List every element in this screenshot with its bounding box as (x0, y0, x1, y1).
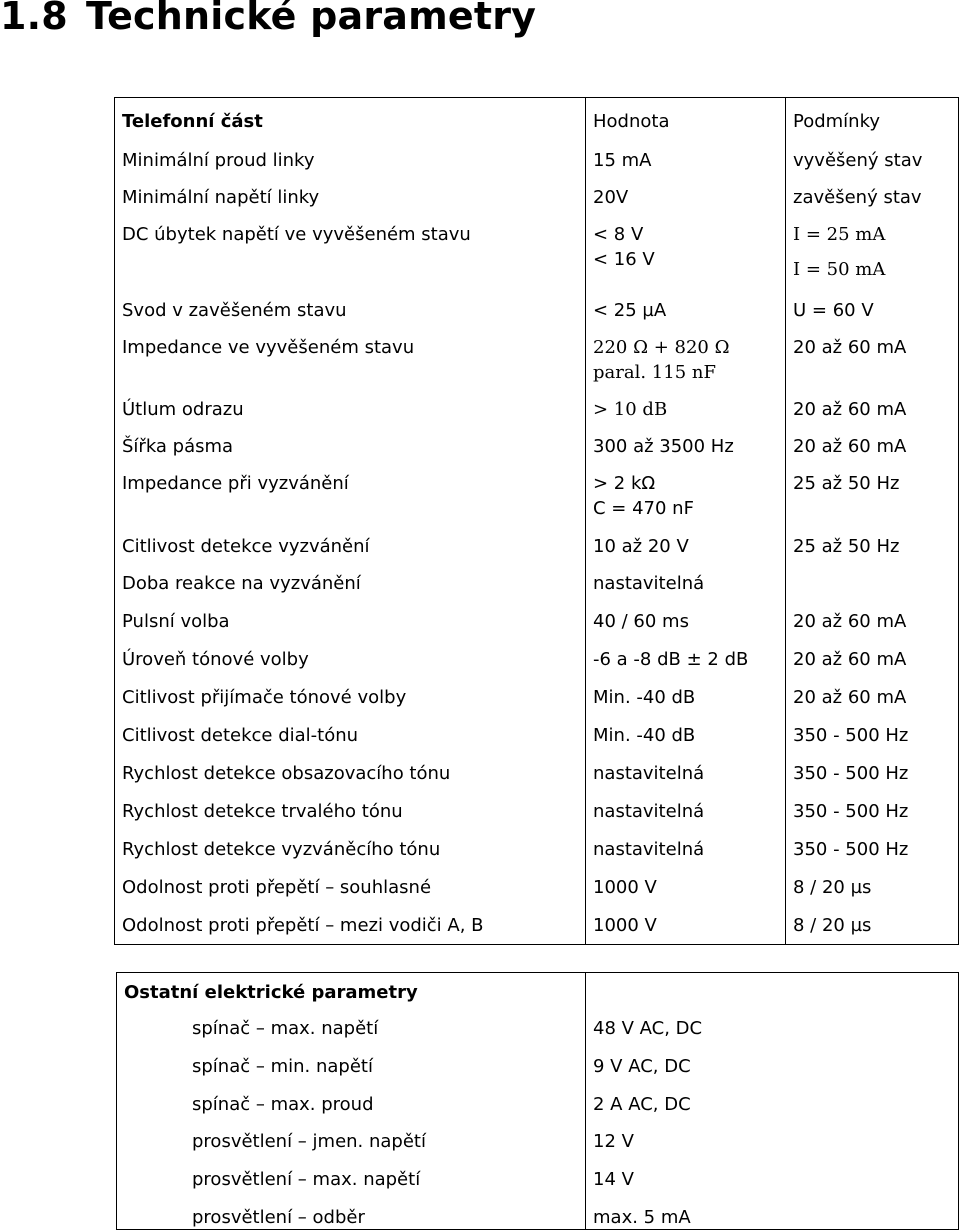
row-name: Odolnost proti přepětí – souhlasné (122, 877, 432, 898)
electrical-row-name: prosvětlení – odběr (192, 1207, 365, 1228)
table-border-bottom (116, 1229, 959, 1230)
row-name: Svod v zavěšeném stavu (122, 300, 347, 321)
row-condition: I = 50 mA (793, 259, 886, 280)
row-value: nastavitelná (593, 801, 705, 822)
row-condition: 350 - 500 Hz (793, 801, 909, 822)
row-value: 1000 V (593, 877, 657, 898)
row-condition: 20 až 60 mA (793, 337, 907, 358)
row-value: Min. -40 dB (593, 687, 696, 708)
electrical-row-name: spínač – max. proud (192, 1093, 374, 1115)
electrical-row-name: spínač – min. napětí (192, 1055, 373, 1077)
row-value: < 16 V (593, 249, 655, 270)
table-border-vertical (958, 972, 959, 1229)
row-name: DC úbytek napětí ve vyvěšeném stavu (122, 224, 471, 245)
electrical-row-value: max. 5 mA (593, 1207, 691, 1228)
row-condition: 350 - 500 Hz (793, 725, 909, 746)
row-value: 15 mA (593, 150, 652, 171)
row-name: Minimální napětí linky (122, 187, 320, 208)
header-conditions: Podmínky (793, 111, 881, 132)
row-value: paral. 115 nF (593, 362, 716, 383)
row-value: nastavitelná (593, 573, 705, 594)
row-value: < 25 µA (593, 300, 667, 321)
row-name: Citlivost detekce vyzvánění (122, 536, 370, 557)
row-value: 40 / 60 ms (593, 611, 689, 632)
row-value: < 8 V (593, 224, 644, 245)
row-value: 10 až 20 V (593, 536, 689, 557)
row-name: Doba reakce na vyzvánění (122, 573, 361, 594)
row-name: Rychlost detekce obsazovacího tónu (122, 763, 451, 784)
row-condition: zavěšený stav (793, 187, 922, 208)
electrical-row-name: prosvětlení – max. napětí (192, 1169, 421, 1191)
row-value: nastavitelná (593, 839, 705, 860)
section-title: Technické parametry (86, 0, 537, 38)
row-name: Šířka pásma (122, 436, 234, 457)
row-value: > 2 kΩ (593, 473, 656, 494)
row-condition: 8 / 20 µs (793, 915, 872, 936)
electrical-row-value: 9 V AC, DC (593, 1055, 691, 1077)
row-condition: 350 - 500 Hz (793, 763, 909, 784)
section-number: 1.8 (0, 0, 68, 38)
row-value: -6 a -8 dB ± 2 dB (593, 649, 749, 670)
row-condition: I = 25 mA (793, 224, 886, 245)
row-name: Pulsní volba (122, 611, 230, 632)
row-condition: 350 - 500 Hz (793, 839, 909, 860)
electrical-header: Ostatní elektrické parametry (124, 982, 418, 1003)
row-name: Úroveň tónové volby (122, 649, 309, 670)
electrical-row-value: 48 V AC, DC (593, 1018, 703, 1039)
row-name: Citlivost přijímače tónové volby (122, 687, 407, 708)
row-name: Rychlost detekce trvalého tónu (122, 801, 403, 822)
row-condition: 20 až 60 mA (793, 649, 907, 670)
row-condition: 25 až 50 Hz (793, 536, 900, 557)
row-condition: 20 až 60 mA (793, 436, 907, 457)
row-condition: 25 až 50 Hz (793, 473, 900, 494)
electrical-row-value: 2 A AC, DC (593, 1093, 691, 1115)
table-border-vertical (116, 972, 117, 1229)
table-border-top (116, 972, 959, 973)
row-value: nastavitelná (593, 763, 705, 784)
row-value: Min. -40 dB (593, 725, 696, 746)
row-condition: 20 až 60 mA (793, 399, 907, 420)
row-condition: U = 60 V (793, 300, 874, 321)
row-name: Rychlost detekce vyzváněcího tónu (122, 839, 441, 860)
row-value: C = 470 nF (593, 498, 694, 519)
row-name: Odolnost proti přepětí – mezi vodiči A, B (122, 915, 484, 936)
row-value: 220 Ω + 820 Ω (593, 337, 730, 358)
electrical-row-name: spínač – max. napětí (192, 1018, 379, 1039)
electrical-row-value: 12 V (593, 1131, 634, 1153)
row-name: Impedance při vyzvánění (122, 473, 349, 494)
row-value: 20V (593, 187, 629, 208)
row-name: Minimální proud linky (122, 150, 315, 171)
row-name: Citlivost detekce dial-tónu (122, 725, 359, 746)
header-value: Hodnota (593, 111, 670, 132)
table-border-vertical (585, 972, 586, 1229)
electrical-row-value: 14 V (593, 1169, 634, 1191)
row-value: 300 až 3500 Hz (593, 436, 734, 457)
row-value: 1000 V (593, 915, 657, 936)
row-condition: 20 až 60 mA (793, 687, 907, 708)
row-condition: vyvěšený stav (793, 150, 923, 171)
electrical-row-name: prosvětlení – jmen. napětí (192, 1131, 426, 1153)
header-section-name: Telefonní část (122, 111, 263, 132)
row-name: Impedance ve vyvěšeném stavu (122, 337, 415, 358)
row-condition: 8 / 20 µs (793, 877, 872, 898)
row-name: Útlum odrazu (122, 399, 244, 420)
row-value: > 10 dB (593, 399, 668, 420)
row-condition: 20 až 60 mA (793, 611, 907, 632)
